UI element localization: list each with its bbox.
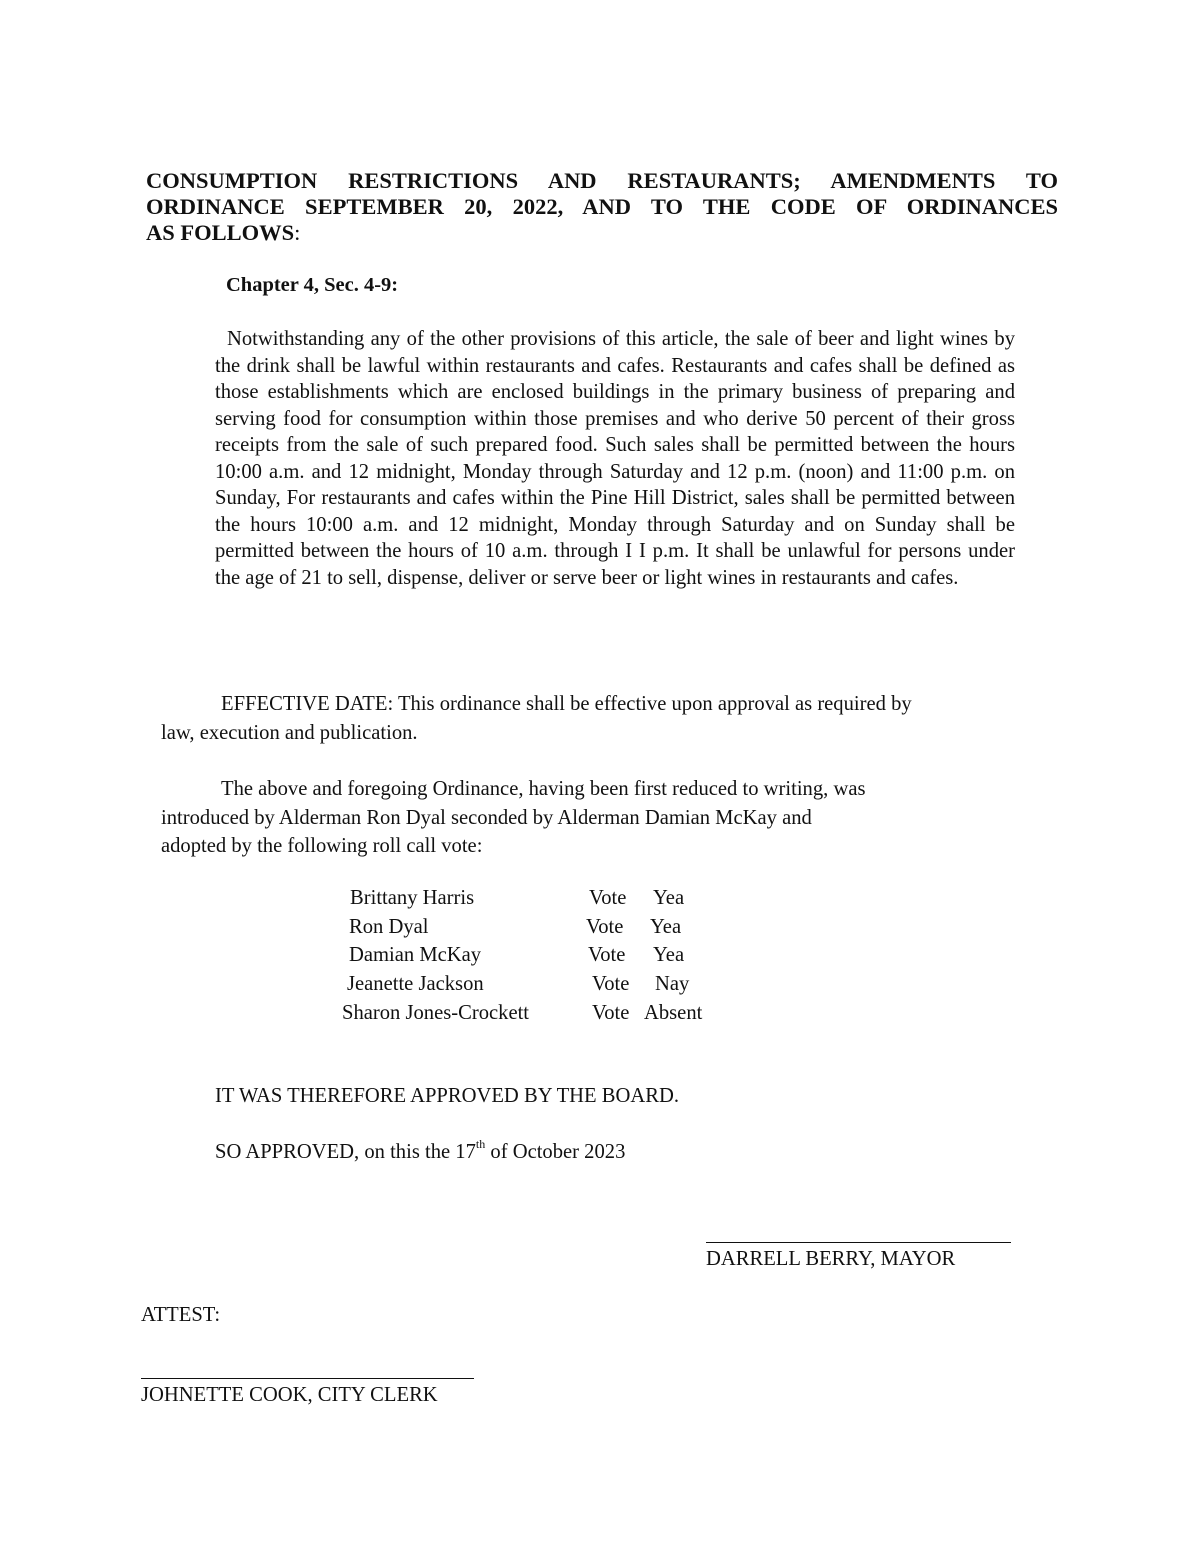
adoption-line-2: introduced by Alderman Ron Dyal seconded by Alderman Damian McKay and [161,806,812,829]
approval-date-prefix: SO APPROVED, on this the 17 [215,1140,476,1163]
ordinance-body-paragraph: Notwithstanding any of the other provisions of this article, the sale of beer and light wines by the drink shall be lawful within restaurants and cafes. Restaurants and cafes shall be defined as those establishments which are enclosed buildings in the primary business of preparing and serving food for consumption within those premises and who derive 50 percent of their gross receipts from the sale of such prepared food. Such sales shall be permitted between the hours 10:00 a.m. and 12 midnight, Monday through Saturday and 12 p.m. (noon) and 11:00 p.m. on Sunday, For restaurants and cafes within the Pine Hill District, sales shall be permitted between the hours 10:00 a.m. and 12 midnight, Monday through Saturday and on Sunday shall be permitted between the hours of 10 a.m. through I I p.m. It shall be unlawful for persons under the age of 21 to sell, dispense, deliver or serve beer or light wines in restaurants and cafes. [215,328,1015,589]
voter-name: Ron Dyal [349,915,429,938]
vote-label: Vote [586,915,624,938]
heading-line-3-text: AS FOLLOWS [146,220,295,245]
approval-date-rest: of October 2023 [485,1140,626,1163]
voter-name: Damian McKay [349,944,482,967]
vote-label: Vote [589,887,627,909]
clerk-signature-name: JOHNETTE COOK, CITY CLERK [141,1384,438,1406]
voter-name: Jeanette Jackson [347,973,484,996]
vote-value: Nay [655,973,690,996]
ordinance-heading [146,168,1058,246]
vote-value: Yea [653,887,685,909]
adoption-line-1: The above and foregoing Ordinance, having been first reduced to writing, was [221,778,866,800]
vote-value: Absent [644,1001,703,1024]
voter-name: Brittany Harris [350,887,475,909]
heading-line-1: CONSUMPTION RESTRICTIONS AND RESTAURANTS; AMENDMENTS TO [146,168,1058,193]
attest-label: ATTEST: [141,1304,221,1326]
ordinal-suffix: th [475,1137,486,1151]
chapter-section-title: Chapter 4, Sec. 4-9: [226,274,399,296]
adoption-paragraph [161,775,981,861]
adoption-line-3: adopted by the following roll call vote: [161,835,483,857]
vote-label: Vote [592,973,630,996]
approval-date-statement [215,1139,625,1164]
effective-line-2: law, execution and publication. [161,722,418,744]
effective-line-1: EFFECTIVE DATE: This ordinance shall be effective upon approval as required by [221,693,912,715]
vote-label: Vote [592,1001,630,1024]
clerk-signature-line [141,1378,474,1379]
effective-date-paragraph [161,690,1017,748]
heading-colon: : [294,220,301,245]
voter-name: Sharon Jones-Crockett [342,1001,530,1024]
vote-value: Yea [650,915,682,938]
vote-label: Vote [588,944,626,967]
mayor-signature-name: DARRELL BERRY, MAYOR [706,1248,956,1270]
vote-value: Yea [653,944,685,967]
heading-line-2: ORDINANCE SEPTEMBER 20, 2022, AND TO THE CODE OF ORDINANCES [146,194,1058,219]
heading-line-3 [146,220,1058,246]
board-approval-statement: IT WAS THEREFORE APPROVED BY THE BOARD. [215,1085,679,1107]
mayor-signature-line [706,1242,1011,1243]
